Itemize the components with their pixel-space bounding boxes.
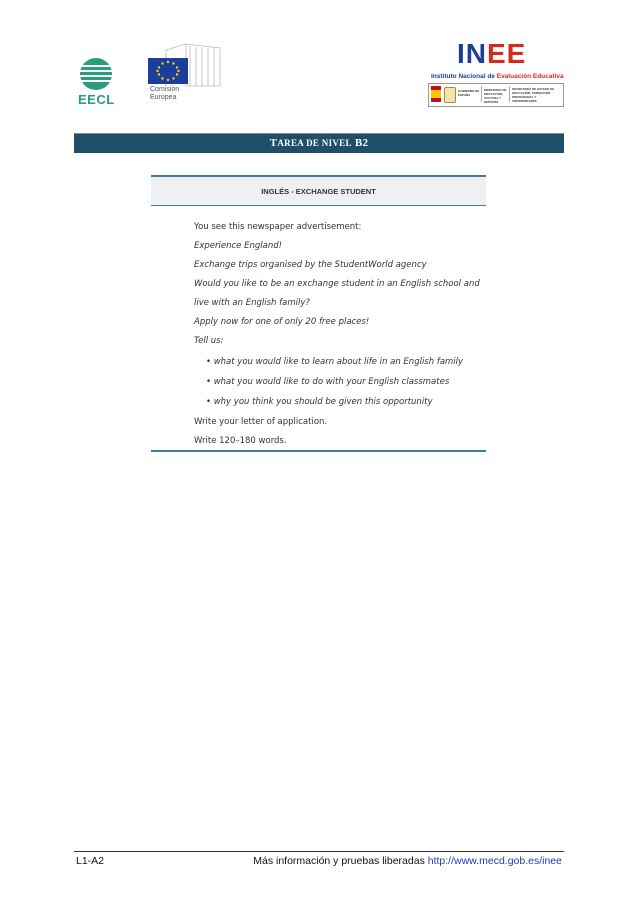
inee-subtitle-part-b: Evaluación Educativa xyxy=(496,73,564,80)
task-bullet-1: • what you would like to learn about life in an English family xyxy=(206,357,464,367)
spanish-flag-icon xyxy=(431,86,441,102)
gov-text-3: SECRETARÍA DE ESTADO DE EDUCACIÓN, FORMACIÓN PROFESIONAL Y UNIVERSIDADES xyxy=(512,87,555,103)
european-commission-text xyxy=(150,86,179,102)
task-bullet-3: • why you think you should be given this opportunity xyxy=(206,397,433,407)
inee-logo-title xyxy=(457,38,526,70)
task-line-instruction: Write your letter of application. xyxy=(194,417,328,427)
task-line-ad-apply: Apply now for one of only 20 free places! xyxy=(194,317,370,327)
task-title: INGLÉS - EXCHANGE STUDENT xyxy=(261,187,376,196)
task-header-rule xyxy=(151,205,486,206)
task-line-ad-question-2: live with an English family? xyxy=(194,298,310,308)
banner-title-level: B2 xyxy=(351,137,369,149)
footer-code: L1-A2 xyxy=(76,855,105,867)
inee-subtitle-part-a: Instituto Nacional de xyxy=(431,73,497,80)
task-line-ad-headline: Experience England! xyxy=(194,241,283,251)
banner-title-smallcaps: AREA DE NIVEL xyxy=(277,138,352,148)
footer-info-text: Más información y pruebas liberadas xyxy=(253,855,428,867)
gov-separator-2 xyxy=(509,86,510,102)
inee-title-part-b: EE xyxy=(487,38,527,69)
level-banner xyxy=(74,134,564,153)
banner-title xyxy=(74,137,564,149)
ec-text-line1: Comisión xyxy=(150,86,180,93)
coat-of-arms-icon xyxy=(444,87,456,103)
gov-separator-1 xyxy=(481,86,482,102)
banner-title-initial: T xyxy=(269,137,278,149)
gov-text-2: MINISTERIO DE EDUCACIÓN, CULTURA Y DEPORTE xyxy=(484,88,507,104)
task-line-ad-agency: Exchange trips organised by the StudentWorld agency xyxy=(194,260,427,270)
task-line-word-count: Write 120–180 words. xyxy=(194,436,287,446)
task-line-tell-us: Tell us: xyxy=(194,336,224,346)
task-line-intro: You see this newspaper advertisement: xyxy=(194,222,362,232)
task-header xyxy=(151,177,486,205)
eecl-logo-text: EECL xyxy=(78,92,115,107)
footer-url-link[interactable]: http://www.mecd.gob.es/inee xyxy=(427,855,562,867)
task-bottom-rule xyxy=(151,450,486,452)
inee-subtitle xyxy=(431,73,564,80)
gov-text-1: GOBIERNO DE ESPAÑA xyxy=(458,89,480,97)
footer-rule xyxy=(74,851,564,852)
task-line-ad-question-1: Would you like to be an exchange student in an English school and xyxy=(194,279,480,289)
inee-title-part-a: IN xyxy=(457,38,487,69)
footer-info xyxy=(253,855,562,867)
ec-text-line2: Europea xyxy=(150,94,177,101)
task-bullet-2: • what you would like to do with your English classmates xyxy=(206,377,450,387)
